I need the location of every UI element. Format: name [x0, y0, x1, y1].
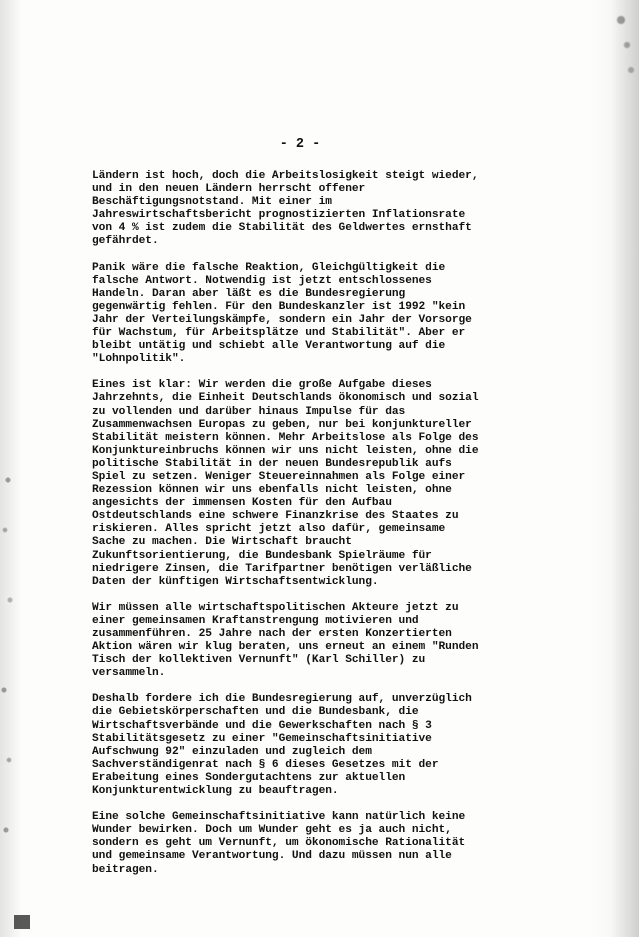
page-number: - 2 - [279, 137, 321, 152]
body-text [92, 170, 532, 890]
paragraph-4: Wir müssen alle wirtschaftspolitischen Akteure jetzt zu einer gemeinsamen Kraftanstrengung motivieren und zusammenführen. 25 Jahre nach der ersten Konzertierten Aktion wären wir klug beraten, uns erneut an einem "Runden Tisch der kollektiven Vernunft" (Karl Schiller) zu versammeln. [92, 601, 479, 680]
paragraph-2: Panik wäre die falsche Reaktion, Gleichgültigkeit die falsche Antwort. Notwendig ist jetzt entschlossenes Handeln. Daran aber läßt es die Bundesregierung gegenwärtig fehlen. Für den Bundeskanzler ist 1992 "kein Jahr der Verteilungskämpfe, sondern ein Jahr der Vorsorge für Wachstum, für Arbeitsplätze und Stabilität". Aber er bleibt untätig und schiebt alle Verantwortung auf die "Lohnpolitik". [92, 261, 472, 366]
paragraph-1: Ländern ist hoch, doch die Arbeitslosigkeit steigt wieder, und in den neuen Ländern herrscht offener Beschäftigungsnotstand. Mit einer im Jahreswirtschaftsbericht prognostizierten Inflationsrate von 4 % ist zudem die Stabilität des Geldwertes ernsthaft gefährdet. [92, 170, 479, 248]
paragraph-5: Deshalb fordere ich die Bundesregierung auf, unverzüglich die Gebietskörperschaften und die Bundesbank, die Wirtschaftsverbände und die Gewerkschaften nach § 3 Stabilitätsgesetz zu einer "Gemeinschaftsinitiative Aufschwung 92" einzuladen und zugleich dem Sachverständigenrat nach § 6 dieses Gesetzes mit der Erabeitung eines Sondergutachtens zur aktuellen Konjunkturentwicklung zu beauftragen. [92, 693, 472, 798]
scan-corner-mark [14, 915, 30, 929]
paragraph-3: Eines ist klar: Wir werden die große Aufgabe dieses Jahrzehnts, die Einheit Deutschlands ökonomisch und sozial zu vollenden und darüber hinaus Impulse für das Zusammenwachsen Europas zu geben, nur bei konjunktureller Stabilität meistern können. Mehr Arbeitslose als Folge des Konjunktureinbruchs können wir uns nicht leisten, ohne die politische Stabilität in der neuen Bundesrepublik aufs Spiel zu setzen. Weniger Steuereinnahmen als Folge einer Rezession können wir uns ebenfalls nicht leisten, ohne angesichts der immensen Kosten für den Aufbau Ostdeutschlands eine schwere Finanzkrise des Staates zu riskieren. Alles spricht jetzt also dafür, gemeinsame Sache zu machen. Die Wirtschaft braucht Zukunftsorientierung, die Bundesbank Spielräume für niedrigere Zinsen, die Tarifpartner benötigen verläßliche Daten der künftigen Wirtschaftsentwicklung. [92, 379, 479, 588]
paragraph-6: Eine solche Gemeinschaftsinitiative kann natürlich keine Wunder bewirken. Doch um Wunder geht es ja auch nicht, sondern es geht um Vernunft, um ökonomische Rationalität und gemeinsame Verantwortung. Und dazu müssen nun alle beitragen. [92, 811, 466, 876]
